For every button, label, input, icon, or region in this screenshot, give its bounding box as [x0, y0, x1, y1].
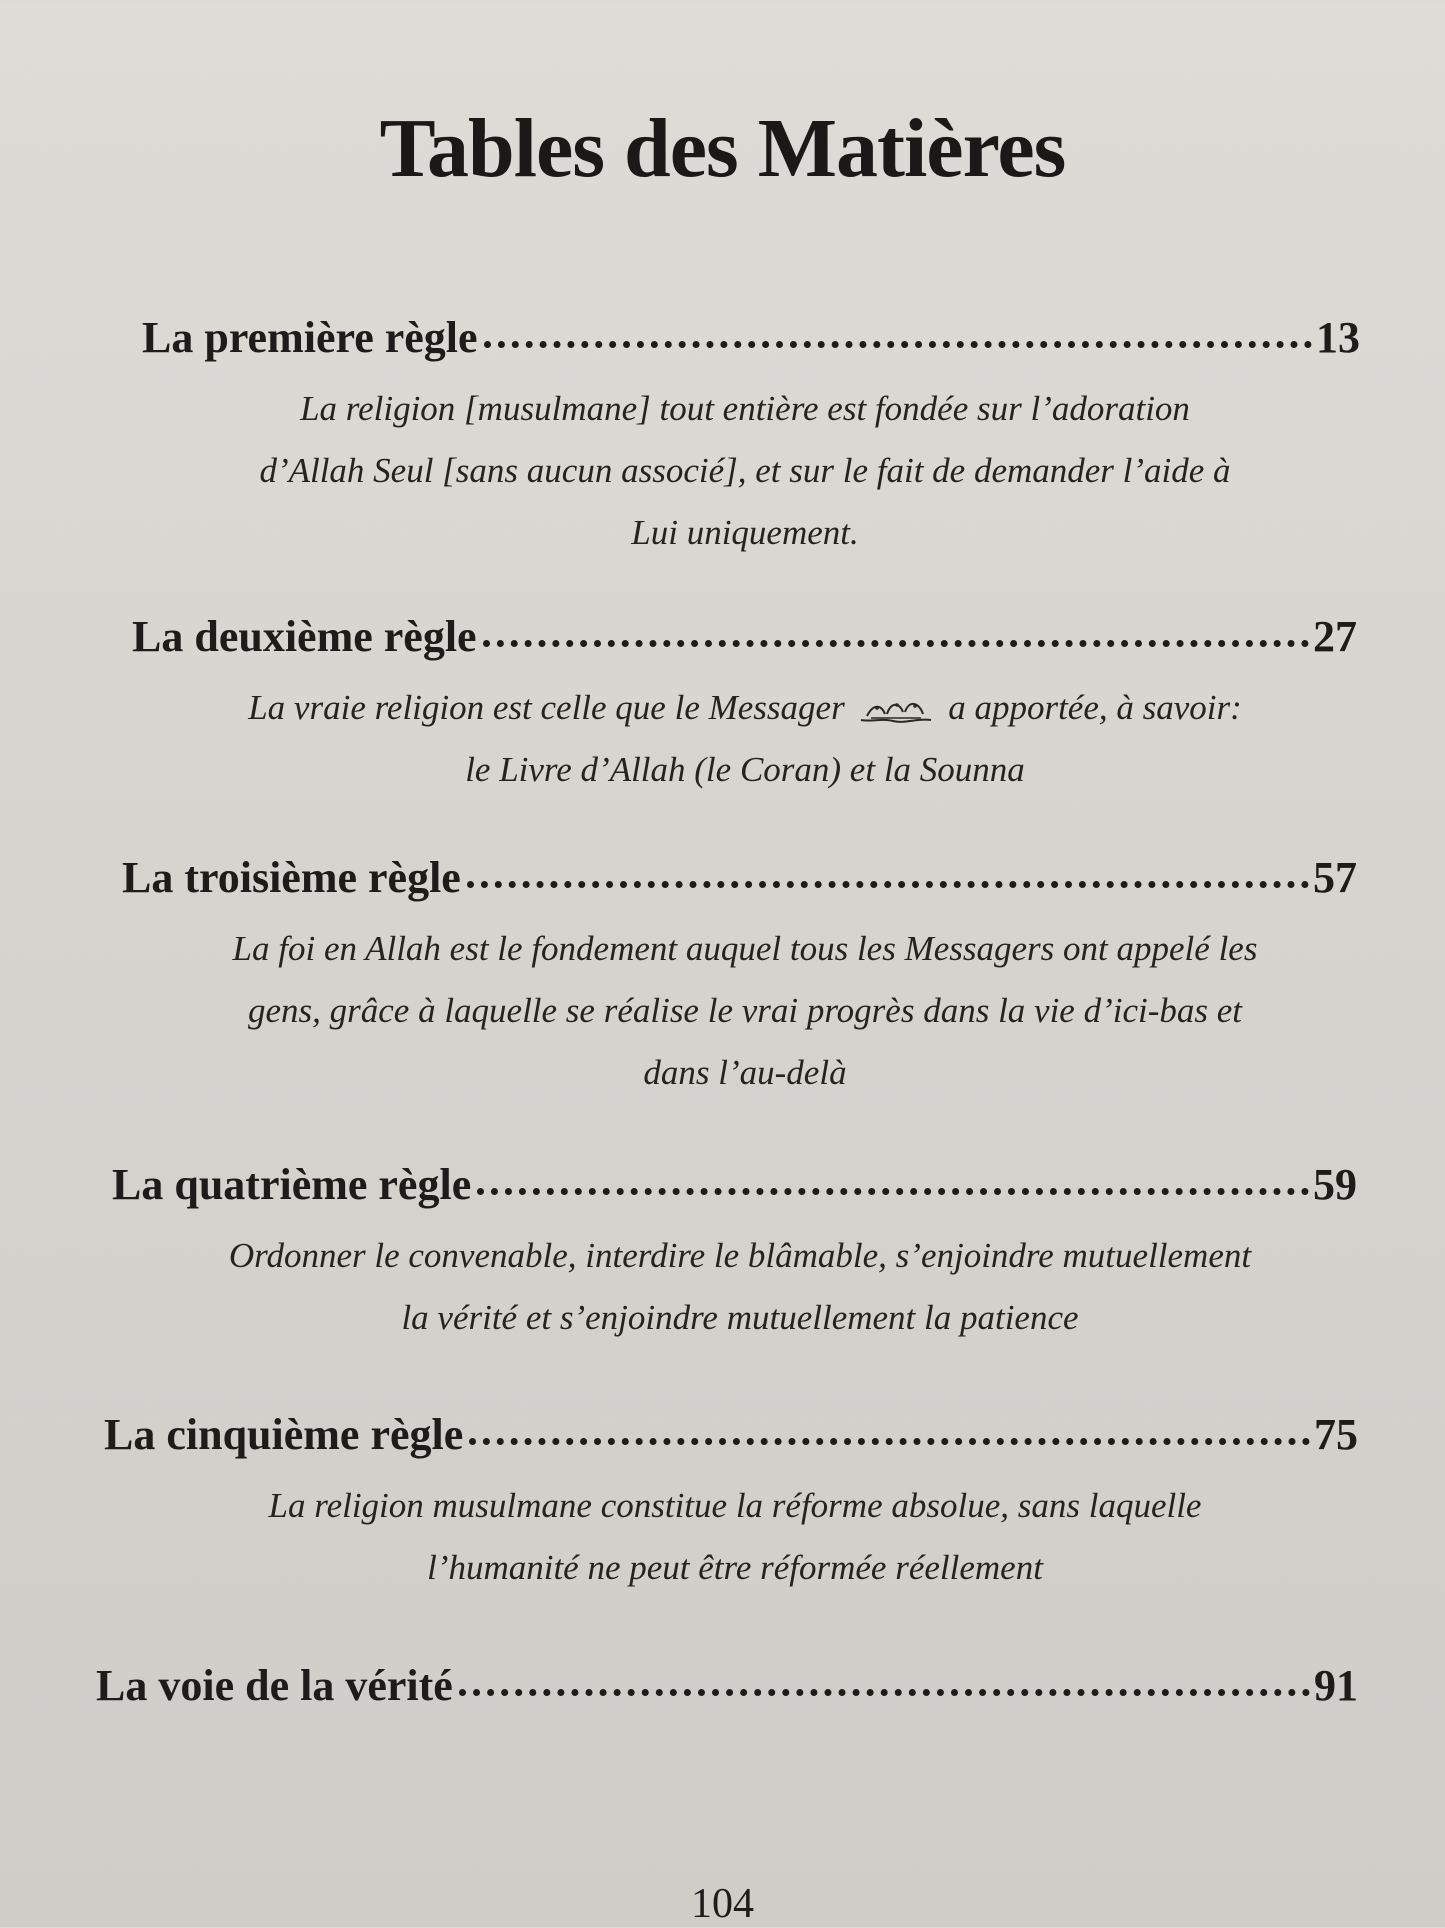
toc-entry-description: [235, 677, 1255, 801]
toc-entry-page: 75: [1314, 1410, 1358, 1459]
toc-entry-page: 13: [1316, 313, 1360, 362]
toc-entry-heading: [132, 607, 1357, 662]
toc-entry-heading: [96, 1656, 1358, 1711]
dot-leader: [483, 607, 1309, 651]
toc-entry-heading: [104, 1405, 1358, 1460]
salutation-seal-icon: [857, 696, 935, 726]
toc-entry-title: La quatrième règle: [112, 1160, 472, 1209]
toc-entry-title: La voie de la vérité: [96, 1661, 453, 1710]
dot-leader: [484, 308, 1312, 352]
toc-entry-description: La religion [musulmane] tout entière est fondée sur l’adoration d’Allah Seul [sans aucun associé], et sur le fait de demander l’aide à Lui uniquement.: [259, 389, 1231, 552]
description-part-2: a apportée, à savoir: le Livre d’Allah (le Coran) et la Sounna: [465, 688, 1242, 789]
toc-entry-description: La religion musulmane constitue la réforme absolue, sans laquelle l’humanité ne peut être réformée réellement: [268, 1486, 1202, 1587]
toc-entry-page: 91: [1314, 1661, 1358, 1710]
page-number: 104: [691, 1881, 754, 1927]
page-title: Tables des Matières: [379, 102, 1066, 195]
dot-leader: [459, 1656, 1310, 1700]
toc-entry-title: La cinquième règle: [104, 1410, 464, 1459]
toc-entry-title: La troisième règle: [122, 853, 461, 902]
dot-leader: [477, 1155, 1309, 1199]
toc-entry-page: 57: [1313, 853, 1357, 902]
dot-leader: [467, 848, 1309, 892]
description-part-1: La vraie religion est celle que le Messager: [248, 688, 845, 727]
toc-entry-description: Ordonner le convenable, interdire le blâmable, s’enjoindre mutuellement la vérité et s’enjoindre mutuellement la patience: [228, 1236, 1252, 1337]
toc-entry-heading: [142, 308, 1360, 363]
toc-entry-title: La deuxième règle: [132, 612, 477, 661]
toc-entry-page: 27: [1313, 612, 1357, 661]
toc-entry-description: La foi en Allah est le fondement auquel tous les Messagers ont appelé les gens, grâce à laquelle se réalise le vrai progrès dans la vie d’ici-bas et dans l’au-delà: [232, 929, 1258, 1092]
toc-entry-page: 59: [1313, 1160, 1357, 1209]
toc-entry-title: La première règle: [142, 313, 478, 362]
dot-leader: [469, 1405, 1310, 1449]
toc-entry-heading: [112, 1155, 1357, 1210]
toc-entry-heading: [122, 848, 1357, 903]
